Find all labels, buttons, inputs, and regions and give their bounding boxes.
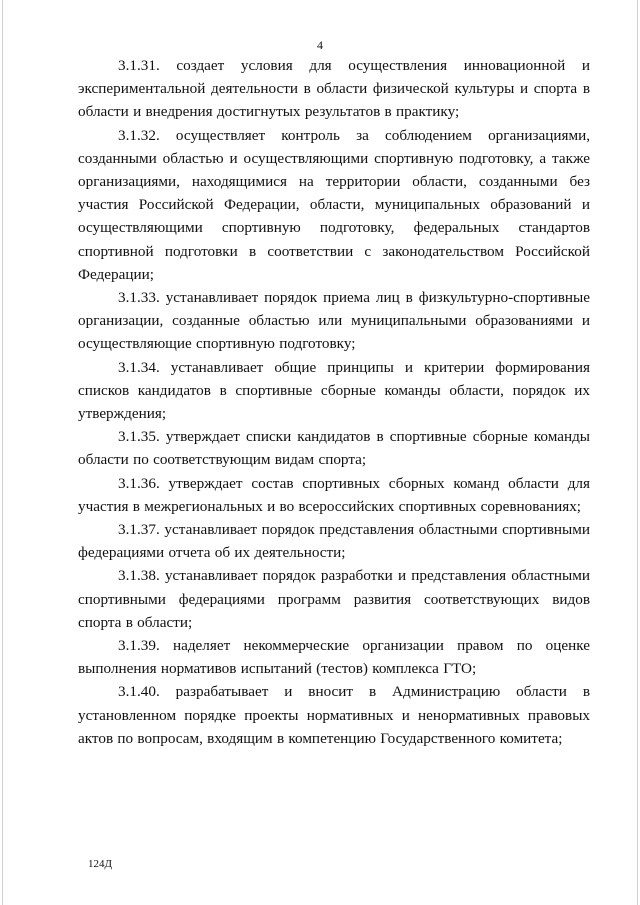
paragraph-3-1-35: 3.1.35. утверждает списки кандидатов в спортивные сборные команды области по соответствующим видам спорта; (78, 428, 590, 469)
document-body (78, 54, 590, 750)
paragraph-3-1-32: 3.1.32. осуществляет контроль за соблюдением организациями, созданными областью и осуществляющими спортивную подготовку, а также организациями, находящимися на территории области, созданными без участия Российской Федерации, области, муниципальных образований и осуществляющими спортивную подготовку, федеральных стандартов спортивной подготовки в соответствии с законодательством Российской Федерации; (78, 126, 590, 283)
paragraph-3-1-38: 3.1.38. устанавливает порядок разработки и представления областными спортивными федерациями программ развития соответствующих видов спорта в области; (78, 567, 590, 631)
scan-edge-left (2, 0, 3, 905)
page-number: 4 (317, 38, 323, 52)
paragraph-3-1-37: 3.1.37. устанавливает порядок представления областными спортивными федерациями отчета об их деятельности; (78, 521, 590, 562)
paragraph-3-1-31: 3.1.31. создает условия для осуществления инновационной и экспериментальной деятельности в области физической культуры и спорта в области и внедрения достигнутых результатов в практику; (78, 57, 590, 121)
paragraph-3-1-33: 3.1.33. устанавливает порядок приема лиц в физкультурно-спортивные организации, созданные областью или муниципальными образованиями и осуществляющие спортивную подготовку; (78, 289, 590, 353)
paragraph-3-1-34: 3.1.34. устанавливает общие принципы и критерии формирования списков кандидатов в спортивные сборные команды области, порядок их утверждения; (78, 358, 590, 423)
paragraph-3-1-39: 3.1.39. наделяет некоммерческие организации правом по оценке выполнения нормативов испытаний (тестов) комплекса ГТО; (78, 637, 590, 678)
document-code: 124Д (88, 858, 113, 870)
paragraph-3-1-40: 3.1.40. разрабатывает и вносит в Администрацию области в установленном порядке проекты нормативных и ненормативных правовых актов по вопросам, входящим в компетенцию Государственного комитета; (78, 683, 590, 747)
paragraph-3-1-36: 3.1.36. утверждает состав спортивных сборных команд области для участия в межрегиональных и во всероссийских спортивных соревнованиях; (78, 474, 590, 515)
scan-edge-right (637, 0, 638, 905)
